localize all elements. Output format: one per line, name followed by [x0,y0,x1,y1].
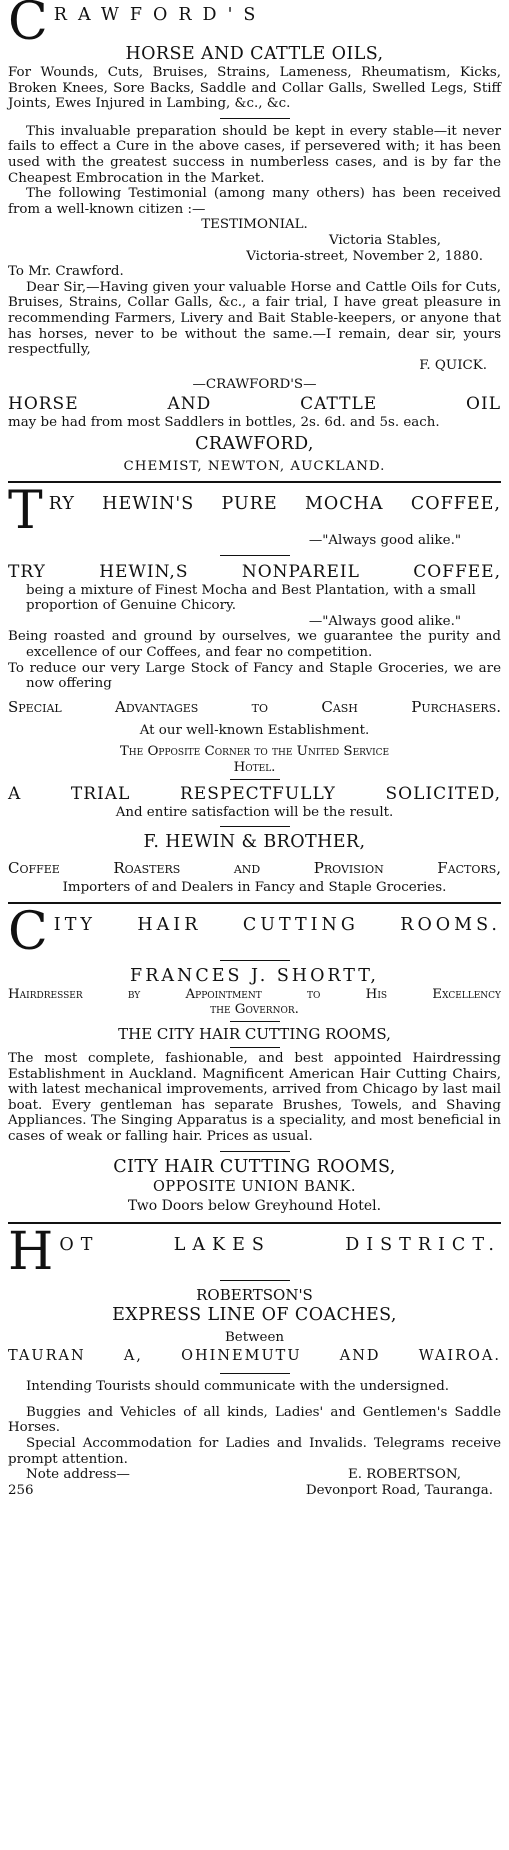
hewin-corner: The Opposite Corner to the United Service [119,744,390,760]
hotlakes-para3: Special Accommodation for Ladies and Invalids. Telegrams receive prompt attention. [8,1435,501,1467]
city-proprietor: FRANCES J. SHORTT, [130,965,379,986]
title-text: RY HEWIN'S PURE MOCHA COFFEE, [48,494,501,515]
city-title [8,901,501,962]
testimonial-heading: TESTIMONIAL. [201,217,308,233]
divider [220,1373,290,1374]
crawford-para2: The following Testimonial (among many others) has been received from a well-known citizen :— [8,186,501,217]
column-separator [8,481,501,483]
divider [220,1151,290,1152]
testimonial-to: To Mr. Crawford. [8,264,124,280]
hotlakes-owner: ROBERTSON'S [196,1285,313,1304]
crawford-title [8,0,501,52]
divider [220,118,290,119]
hewin-trade: Coffee Roasters and Provision Factors, [8,859,501,878]
crawford-uses: For Wounds, Cuts, Bruises, Strains, Lameness, Rheumatism, Kicks, Broken Knees, Sore Backs, Saddle and Collar Galls, Swelled Legs, Stiff Joints, Ewes Injured in Lambing, &c., &c. [8,65,501,112]
city-doors: Two Doors below Greyhound Hotel. [127,1197,382,1214]
divider [220,1280,290,1281]
crawford-heading: HORSE AND CATTLE OILS, [125,44,384,64]
title-text: OT LAKES DISTRICT. [59,1234,501,1255]
hotlakes-note-line [8,1467,501,1483]
drop-cap: C [8,0,48,52]
crawford-availability: may be had from most Saddlers in bottles, 2s. 6d. and 5s. each. [8,414,440,430]
divider [220,555,290,556]
city-governor: the Governor. [210,1002,299,1018]
testimonial-place: Victoria Stables, [328,232,441,248]
hotlakes-para1: Intending Tourists should communicate with the undersigned. [26,1379,450,1395]
hotlakes-between: Between [224,1329,285,1345]
divider [220,826,290,827]
divider [220,960,290,961]
hewin-para1: Being roasted and ground by ourselves, we guarantee the purity and excellence of our Coffees, and fear no competition. [8,629,501,661]
hewin-hotel: Hotel. [233,760,276,775]
testimonial-letter: Dear Sir,—Having given your valuable Horse and Cattle Oils for Cuts, Bruises, Strains, Collar Galls, &c., a fair trial, I have great pleasure in recommending Farmers, Livery and Bait Stable-keepers, or anyone that has horses, never to be without the same.—I remain, dear sir, yours respectfully, [8,279,501,358]
crawford-brand: —CRAWFORD'S— [192,377,317,393]
column-separator [8,1222,501,1224]
crawford-seller-address: CHEMIST, NEWTON, AUCKLAND. [123,459,386,475]
city-opposite: OPPOSITE UNION BANK. [153,1178,356,1195]
hewin-importers: Importers of and Dealers in Fancy and Staple Groceries. [62,880,447,896]
drop-cap: C [8,901,48,962]
title-text: RAWFORD'S [53,5,267,25]
city-appointment: Hairdresser by Appointment to His Excellency [8,986,501,1002]
hewin-description: being a mixture of Finest Mocha and Best Plantation, with a small proportion of Genuine Chicory. [26,582,476,614]
crawford-advertisement [8,0,501,475]
crawford-seller: CRAWFORD, [195,434,314,455]
hot-lakes-advertisement [8,1221,501,1499]
hewin-motto-2: —"Always good alike." [308,613,461,629]
page-number: 256 [8,1482,34,1498]
city-rooms-2: CITY HAIR CUTTING ROOMS, [113,1156,396,1177]
drop-cap: T [8,481,43,542]
hotlakes-line: EXPRESS LINE OF COACHES, [112,1304,397,1325]
hewin-para2: To reduce our very Large Stock of Fancy and Staple Groceries, we are now offering [8,660,501,692]
hewin-trial: A TRIAL RESPECTFULLY SOLICITED, [8,783,501,804]
hewin-establishment: At our well-known Establishment. [139,722,370,738]
drop-cap: H [8,1221,54,1282]
city-description: The most complete, fashionable, and best appointed Hairdressing Establishment in Auckland. Magnificent American Hair Cutting Chairs, with latest mechanical improvements, arrived from Chicago by last mail boat. Every gentleman has separate Brushes, Towels, and Shaving Appliances. The Singing Apparatus is a speciality, and most beneficial in cases of weak or falling hair. Prices as usual. [8,1050,501,1144]
hewin-title-2: TRY HEWIN,S NONPAREIL COFFEE, [8,561,501,582]
crawford-para1: This invaluable preparation should be kept in every stable—it never fails to effect a Cure in the above cases, if persevered with; it has been used with the greatest success in numberless cases, and is by far the Cheapest Embrocation in the Market. [8,123,501,186]
city-rooms: THE CITY HAIR CUTTING ROOMS, [118,1024,391,1043]
hewin-motto-1: —"Always good alike." [308,533,461,549]
testimonial-date: Victoria-street, November 2, 1880. [246,248,483,264]
hotlakes-title [8,1221,501,1282]
divider [230,1021,280,1022]
hotlakes-footer-line [8,1483,501,1499]
column-separator [8,902,501,904]
hewin-advertisement [8,481,501,896]
divider [230,779,280,780]
hewin-satisfaction: And entire satisfaction will be the result. [115,804,394,820]
hotlakes-para2: Buggies and Vehicles of all kinds, Ladies' and Gentlemen's Saddle Horses. [8,1404,501,1436]
crawford-product: HORSE AND CATTLE OIL [8,393,501,414]
hotlakes-address: Devonport Road, Tauranga. [305,1482,493,1498]
hotlakes-signer: E. ROBERTSON, [347,1467,461,1483]
hewin-firm: F. HEWIN & BROTHER, [143,832,366,853]
hewin-special: Special Advantages to Cash Purchasers. [8,697,501,716]
hotlakes-note: Note address— [26,1467,130,1483]
hotlakes-route: TAURAN A, OHINEMUTU AND WAIROA. [8,1348,501,1365]
title-text: ITY HAIR CUTTING ROOMS. [53,914,501,935]
city-hair-advertisement [8,901,501,1216]
divider [230,1047,280,1048]
testimonial-signature: F. QUICK. [419,357,487,373]
